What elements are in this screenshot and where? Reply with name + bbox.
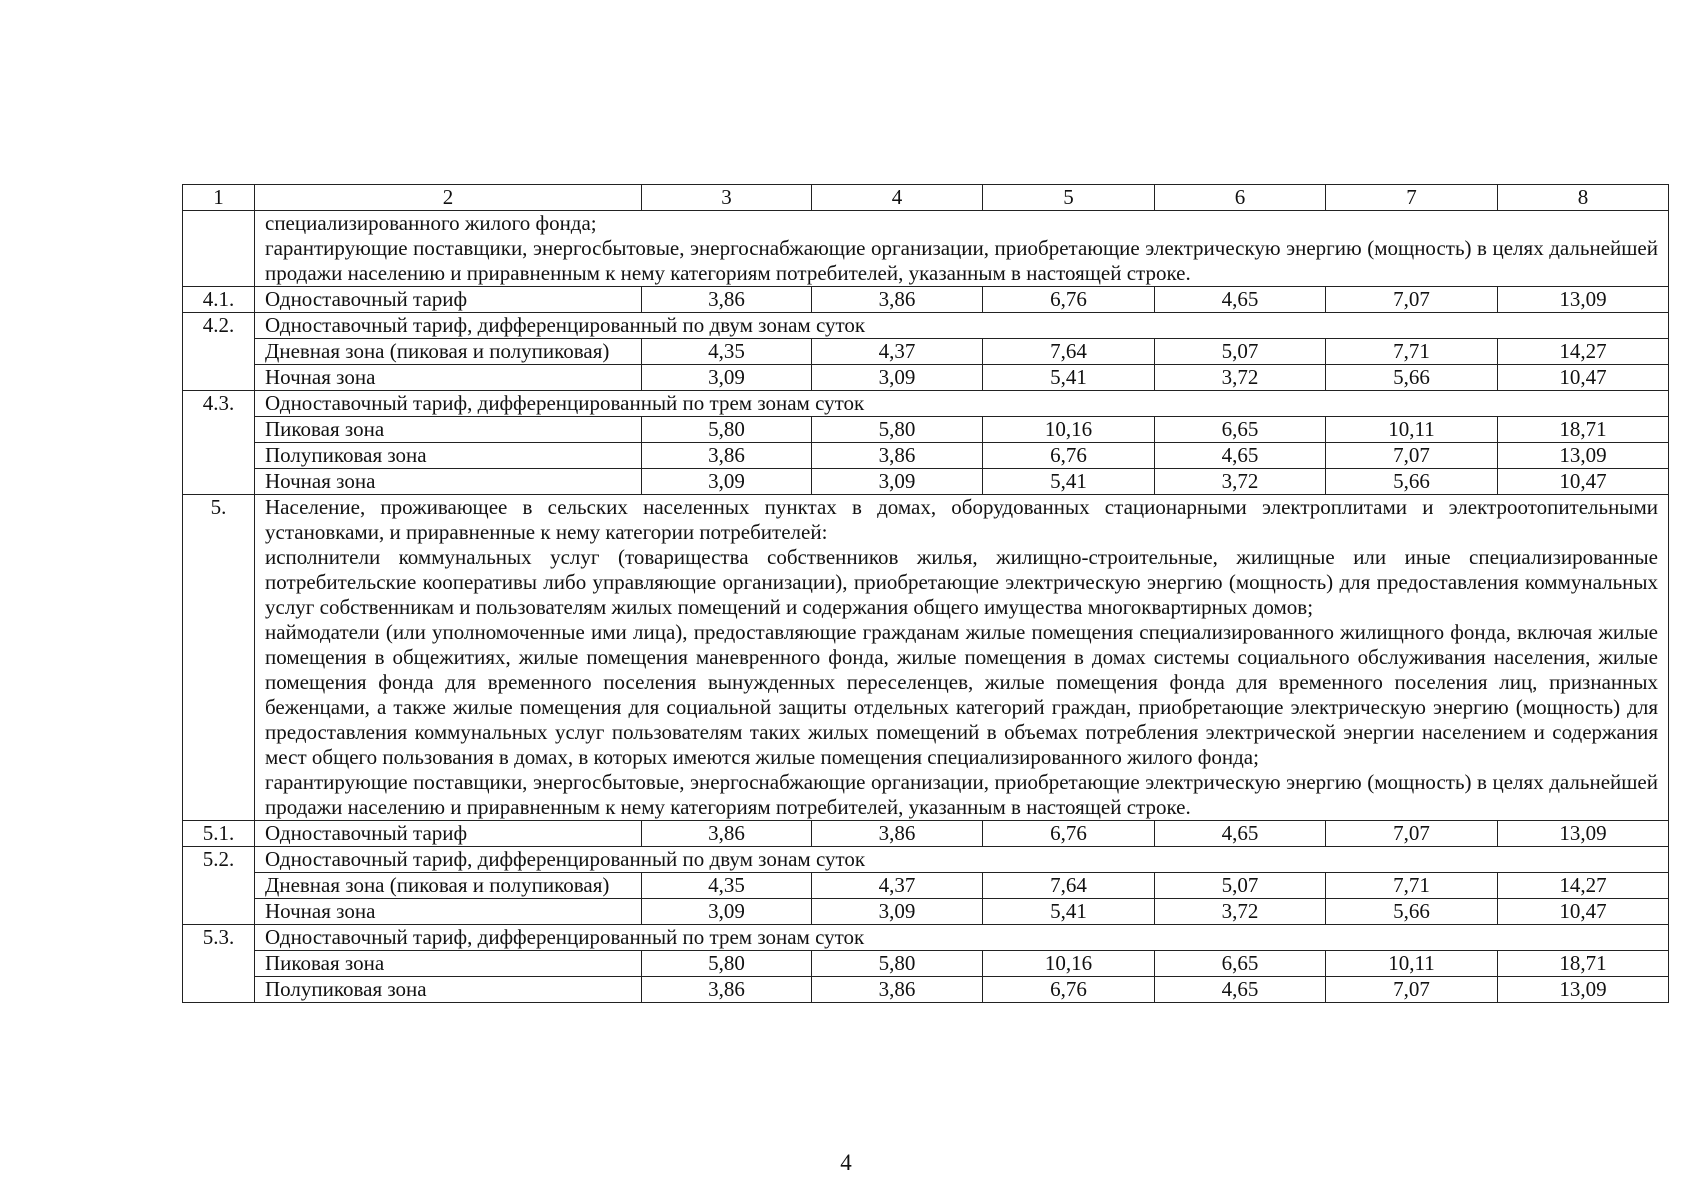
row-number: 5.3.	[183, 925, 255, 1003]
value-cell: 6,65	[1155, 951, 1326, 977]
value-cell: 4,35	[642, 339, 812, 365]
value-cell: 3,86	[812, 977, 983, 1003]
value-cell: 6,76	[983, 287, 1155, 313]
value-cell: 5,80	[812, 417, 983, 443]
value-cell: 7,64	[983, 339, 1155, 365]
page-number: 4	[840, 1150, 852, 1175]
row-4-1	[183, 287, 1669, 313]
value-cell: 7,64	[983, 873, 1155, 899]
header-cell: 5	[983, 185, 1155, 211]
value-cell: 13,09	[1498, 287, 1669, 313]
value-cell: 10,11	[1326, 417, 1498, 443]
value-cell: 3,86	[642, 821, 812, 847]
value-cell: 5,07	[1155, 873, 1326, 899]
row-number: 5.1.	[183, 821, 255, 847]
value-cell: 5,41	[983, 365, 1155, 391]
zone-label: Пиковая зона	[255, 417, 642, 443]
tariff-group-title: Одноставочный тариф, дифференцированный по трем зонам суток	[255, 925, 1669, 951]
value-cell: 3,09	[812, 899, 983, 925]
section-5-row	[183, 495, 1669, 821]
value-cell: 3,72	[1155, 365, 1326, 391]
value-cell: 4,35	[642, 873, 812, 899]
value-cell: 3,86	[642, 443, 812, 469]
row-5-3-title	[183, 925, 1669, 951]
value-cell: 13,09	[1498, 977, 1669, 1003]
value-cell: 5,07	[1155, 339, 1326, 365]
value-cell: 7,71	[1326, 339, 1498, 365]
value-cell: 14,27	[1498, 339, 1669, 365]
header-cell: 3	[642, 185, 812, 211]
value-cell: 13,09	[1498, 443, 1669, 469]
value-cell: 7,07	[1326, 977, 1498, 1003]
zone-label: Полупиковая зона	[255, 443, 642, 469]
row-5-2-night	[183, 899, 1669, 925]
tariff-group-title: Одноставочный тариф, дифференцированный по двум зонам суток	[255, 847, 1669, 873]
row-number: 5.	[183, 495, 255, 821]
zone-label: Ночная зона	[255, 469, 642, 495]
value-cell: 4,65	[1155, 821, 1326, 847]
zone-label: Дневная зона (пиковая и полупиковая)	[255, 873, 642, 899]
value-cell: 7,07	[1326, 287, 1498, 313]
value-cell: 6,76	[983, 977, 1155, 1003]
value-cell: 4,37	[812, 339, 983, 365]
header-cell: 6	[1155, 185, 1326, 211]
value-cell: 5,80	[812, 951, 983, 977]
header-cell: 7	[1326, 185, 1498, 211]
row-4-3-night	[183, 469, 1669, 495]
paragraph: специализированного жилого фонда;	[265, 211, 597, 235]
row-4-2-night	[183, 365, 1669, 391]
document-page	[182, 184, 1668, 1003]
value-cell: 10,47	[1498, 365, 1669, 391]
value-cell: 10,47	[1498, 469, 1669, 495]
value-cell: 5,80	[642, 417, 812, 443]
paragraph: наймодатели (или уполномоченные ими лица), предоставляющие гражданам жилые помещения специализированного жилищного фонда, включая жилые помещения в общежитиях, жилые помещения маневренного фонда, жилые помещения в домах системы социального обслуживания населения, жилые помещения фонда для временного поселения вынужденных переселенцев, жилые помещения фонда для временного поселения лиц, признанных беженцами, а также жилые помещения для социальной защиты отдельных категорий граждан, приобретающие электрическую энергию (мощность) для предоставления коммунальных услуг пользователям таких жилых помещений в объемах потребления электрической энергии населением и содержания мест общего пользования в домах, в которых имеются жилые помещения специализированного жилого фонда;	[265, 620, 1658, 769]
paragraph: гарантирующие поставщики, энергосбытовые, энергоснабжающие организации, приобретающие электрическую энергию (мощность) в целях дальнейшей продажи населению и приравненным к нему категориям потребителей, указанным в настоящей строке.	[265, 770, 1658, 819]
value-cell: 5,66	[1326, 469, 1498, 495]
value-cell: 5,66	[1326, 899, 1498, 925]
row-4-2-day	[183, 339, 1669, 365]
row-number: 4.3.	[183, 391, 255, 495]
section-4-description	[255, 211, 1669, 287]
row-number: 5.2.	[183, 847, 255, 925]
tariff-group-title: Одноставочный тариф, дифференцированный по двум зонам суток	[255, 313, 1669, 339]
value-cell: 7,07	[1326, 443, 1498, 469]
row-number: 4.2.	[183, 313, 255, 391]
row-4-3-title	[183, 391, 1669, 417]
value-cell: 4,37	[812, 873, 983, 899]
row-5-2-day	[183, 873, 1669, 899]
value-cell: 4,65	[1155, 287, 1326, 313]
value-cell: 6,76	[983, 443, 1155, 469]
value-cell: 7,07	[1326, 821, 1498, 847]
value-cell: 3,09	[812, 469, 983, 495]
value-cell: 3,72	[1155, 899, 1326, 925]
value-cell: 10,16	[983, 417, 1155, 443]
row-number	[183, 211, 255, 287]
paragraph: Население, проживающее в сельских населенных пунктах в домах, оборудованных стационарными электроплитами и электроотопительными установками, и приравненные к нему категории потребителей:	[265, 495, 1658, 544]
value-cell: 10,11	[1326, 951, 1498, 977]
value-cell: 3,09	[642, 469, 812, 495]
value-cell: 3,86	[812, 443, 983, 469]
row-4-3-semipeak	[183, 443, 1669, 469]
paragraph: исполнители коммунальных услуг (товарищества собственников жилья, жилищно-строительные, жилищные или иные специализированные потребительские кооперативы либо управляющие организации), приобретающие электрическую энергию (мощность) для предоставления коммунальных услуг собственникам и пользователям жилых помещений и содержания общего имущества многоквартирных домов;	[265, 545, 1658, 619]
value-cell: 3,86	[812, 287, 983, 313]
zone-label: Ночная зона	[255, 899, 642, 925]
value-cell: 13,09	[1498, 821, 1669, 847]
row-4-3-peak	[183, 417, 1669, 443]
value-cell: 6,76	[983, 821, 1155, 847]
value-cell: 3,86	[642, 287, 812, 313]
header-cell: 4	[812, 185, 983, 211]
paragraph: гарантирующие поставщики, энергосбытовые, энергоснабжающие организации, приобретающие электрическую энергию (мощность) в целях дальнейшей продажи населению и приравненным к нему категориям потребителей, указанным в настоящей строке.	[265, 236, 1658, 285]
row-number: 4.1.	[183, 287, 255, 313]
header-cell: 1	[183, 185, 255, 211]
column-number-header	[183, 185, 1669, 211]
value-cell: 18,71	[1498, 417, 1669, 443]
value-cell: 18,71	[1498, 951, 1669, 977]
value-cell: 5,80	[642, 951, 812, 977]
zone-label: Пиковая зона	[255, 951, 642, 977]
value-cell: 14,27	[1498, 873, 1669, 899]
zone-label: Полупиковая зона	[255, 977, 642, 1003]
value-cell: 4,65	[1155, 443, 1326, 469]
value-cell: 7,71	[1326, 873, 1498, 899]
value-cell: 4,65	[1155, 977, 1326, 1003]
zone-label: Дневная зона (пиковая и полупиковая)	[255, 339, 642, 365]
row-5-2-title	[183, 847, 1669, 873]
header-cell: 8	[1498, 185, 1669, 211]
tariff-group-title: Одноставочный тариф, дифференцированный по трем зонам суток	[255, 391, 1669, 417]
value-cell: 6,65	[1155, 417, 1326, 443]
value-cell: 3,09	[642, 899, 812, 925]
value-cell: 5,66	[1326, 365, 1498, 391]
section-5-description	[255, 495, 1669, 821]
tariff-label: Одноставочный тариф	[255, 287, 642, 313]
value-cell: 3,72	[1155, 469, 1326, 495]
value-cell: 3,09	[642, 365, 812, 391]
zone-label: Ночная зона	[255, 365, 642, 391]
value-cell: 10,16	[983, 951, 1155, 977]
row-5-1	[183, 821, 1669, 847]
value-cell: 10,47	[1498, 899, 1669, 925]
value-cell: 3,09	[812, 365, 983, 391]
value-cell: 5,41	[983, 899, 1155, 925]
row-5-3-peak	[183, 951, 1669, 977]
tariff-label: Одноставочный тариф	[255, 821, 642, 847]
row-5-3-semipeak	[183, 977, 1669, 1003]
tariff-table	[182, 184, 1669, 1003]
header-cell: 2	[255, 185, 642, 211]
value-cell: 3,86	[642, 977, 812, 1003]
section-4-continuation-row	[183, 211, 1669, 287]
value-cell: 5,41	[983, 469, 1155, 495]
row-4-2-title	[183, 313, 1669, 339]
value-cell: 3,86	[812, 821, 983, 847]
